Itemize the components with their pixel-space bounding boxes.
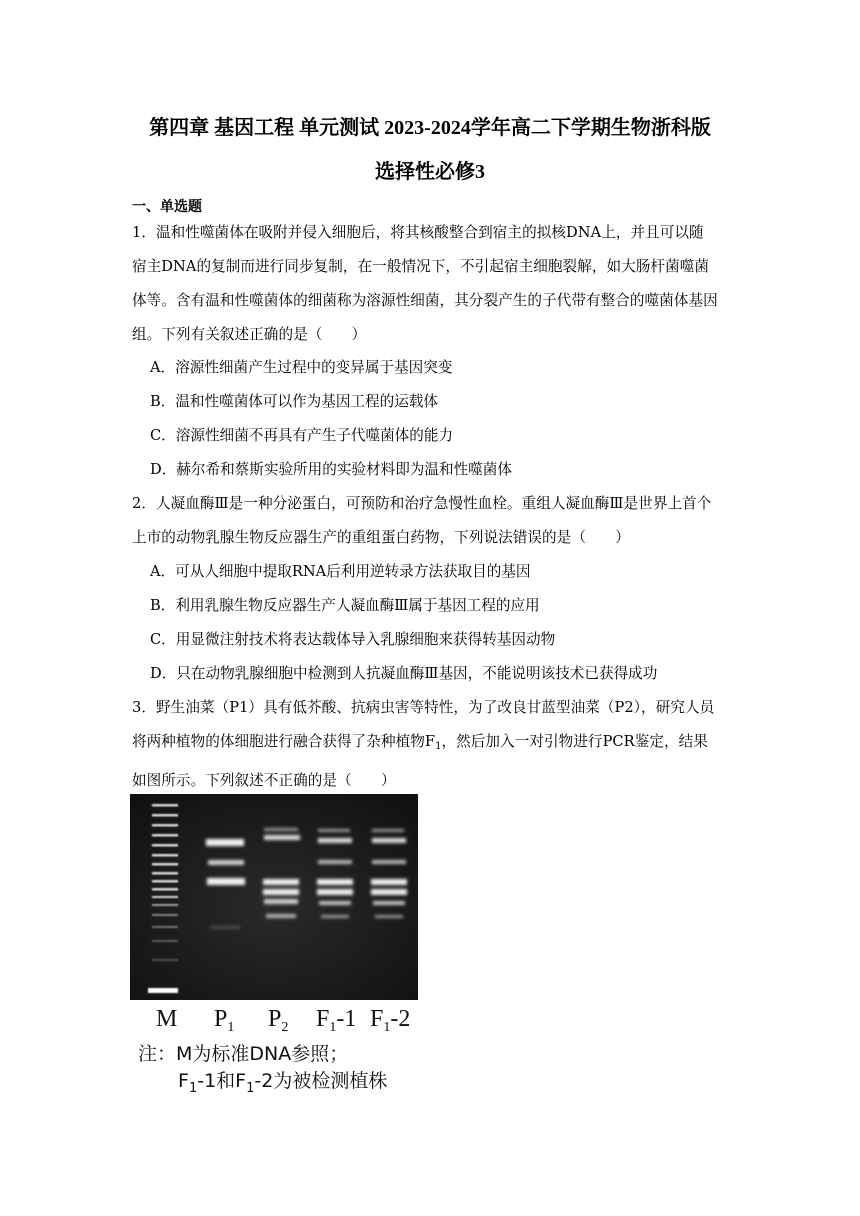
lane-label-f1-2: $F_1-2$ — [370, 1006, 411, 1035]
question-3-stem — [132, 691, 730, 798]
question-2-line: 上市的动物乳腺生物反应器生产的重组蛋白药物，下列说法错误的是（ ） — [132, 529, 630, 546]
question-1-option-d: D．赫尔希和蔡斯实验所用的实验材料即为温和性噬菌体 — [150, 461, 512, 478]
lane-label-m: M — [156, 1006, 178, 1032]
question-2-stem — [132, 487, 730, 555]
question-1-option-a: A．溶源性细菌产生过程中的变异属于基因突变 — [150, 359, 453, 376]
figure-note-line-1: 注：M为标准DNA参照； — [138, 1043, 349, 1065]
question-1-line: 宿主DNA的复制而进行同步复制，在一般情况下，不引起宿主细胞裂解，如大肠杆菌噬菌 — [132, 258, 709, 275]
question-1-option-b: B．温和性噬菌体可以作为基因工程的运载体 — [150, 393, 439, 410]
lane-label-f1-1: $F_1-1$ — [316, 1006, 357, 1035]
question-3-line: 如图所示。下列叙述不正确的是（ ） — [132, 772, 396, 789]
page-subtitle: 选择性必修3 — [375, 161, 485, 183]
question-2-option-b: B．利用乳腺生物反应器生产人凝血酶Ⅲ属于基因工程的应用 — [150, 597, 540, 614]
question-2-option-c: C．用显微注射技术将表达载体导入乳腺细胞来获得转基因动物 — [150, 631, 556, 648]
question-1-option-c: C．溶源性细菌不再具有产生子代噬菌体的能力 — [150, 427, 454, 444]
question-1-line: 1．温和性噬菌体在吸附并侵入细胞后，将其核酸整合到宿主的拟核DNA上，并且可以随 — [132, 224, 704, 241]
figure-note-line-2: $F_1-1$和$F_1-2$为被检测植株 — [178, 1070, 388, 1096]
question-2-option-d: D．只在动物乳腺细胞中检测到人抗凝血酶Ⅲ基因，不能说明该技术已获得成功 — [150, 665, 658, 682]
question-2-line: 2．人凝血酶Ⅲ是一种分泌蛋白，可预防和治疗急慢性血栓。重组人凝血酶Ⅲ是世界上首个 — [132, 495, 712, 512]
lane-label-p2: $P_2$ — [268, 1006, 289, 1035]
page-title: 第四章 基因工程 单元测试 2023-2024学年高二下学期生物浙科版 — [149, 117, 711, 139]
gel-electrophoresis-image — [130, 794, 418, 1000]
question-2-option-a: A．可从人细胞中提取RNA后利用逆转录方法获取目的基因 — [150, 563, 531, 580]
question-3-line: 3．野生油菜（P1）具有低芥酸、抗病虫害等特性，为了改良甘蓝型油菜（P2），研究人员 — [132, 699, 715, 716]
question-1-line: 体等。含有温和性噬菌体的细菌称为溶源性细菌，其分裂产生的子代带有整合的噬菌体基因 — [132, 292, 718, 309]
question-1-line: 组。下列有关叙述正确的是（ ） — [132, 326, 367, 343]
section-heading: 一、单选题 — [132, 199, 202, 215]
lane-label-p1: $P_1$ — [214, 1006, 235, 1035]
question-1-stem — [132, 216, 730, 352]
question-3-line: 将两种植物的体细胞进行融合获得了杂种植物$F_1$，然后加入一对引物进行PCR鉴定，结果 — [132, 733, 708, 752]
